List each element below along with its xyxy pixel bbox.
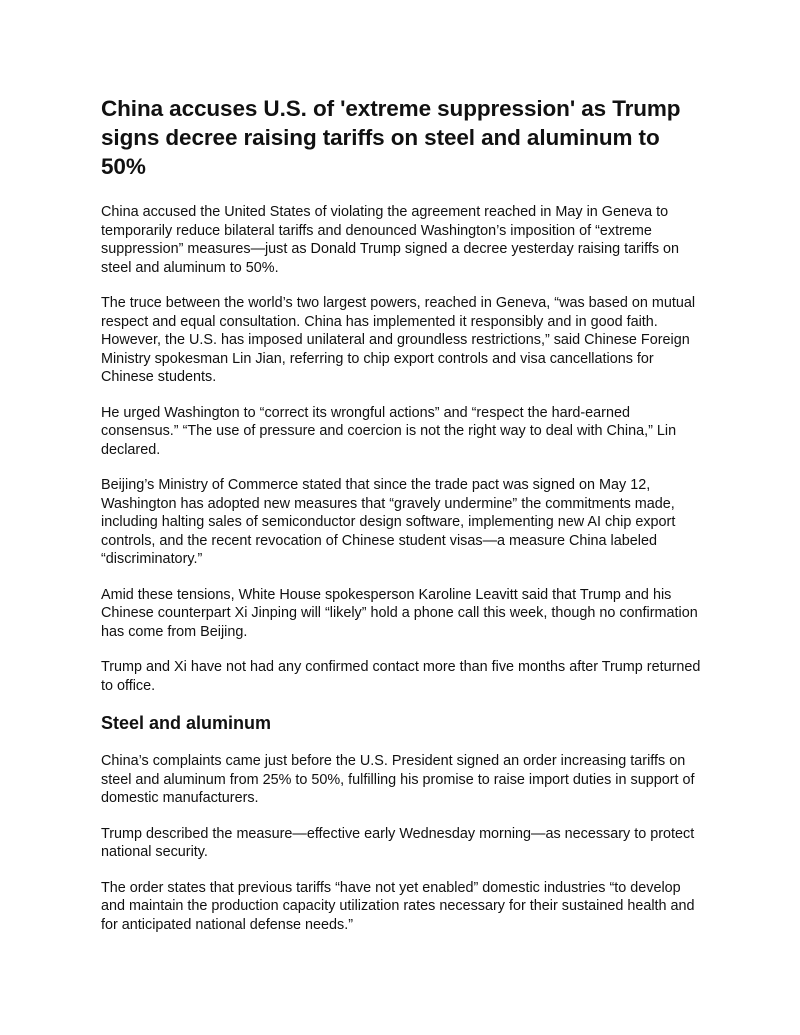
paragraph-geneva-agreement: China accused the United States of violating the agreement reached in May in Geneva to temporarily reduce bilateral tariffs and denounced Washington’s imposition of “extreme suppression” measures—just as Donald Trump signed a decree yesterday raising tariffs on steel and aluminum to 50%.	[101, 204, 680, 276]
paragraph-order-states: The order states that previous tariffs “have not yet enabled” domestic industries “to develop and maintain the production capacity utilization rates necessary for their sustained health and for anticipated national defense needs.”	[101, 879, 695, 933]
paragraph-complaints: China’s complaints came just before the U.S. President signed an order increasing tariffs on steel and aluminum from 25% to 50%, fulfilling his promise to raise import duties in support of domestic manufacturers.	[101, 753, 695, 806]
paragraph-truce: The truce between the world’s two largest powers, reached in Geneva, “was based on mutual respect and equal consultation. China has implemented it responsibly and in good faith. However, the U.S. has imposed unilateral and groundless restrictions,” said Chinese Foreign Ministry spokesman Lin Jian, referring to chip export controls and visa cancellations for Chinese students.	[101, 295, 696, 385]
paragraph-national-security: Trump described the measure—effective early Wednesday morning—as necessary to protect national security.	[101, 825, 695, 860]
paragraph-urged-washington: He urged Washington to “correct its wrongful actions” and “respect the hard-earned consensus.” “The use of pressure and coercion is not the right way to deal with China,” Lin declared.	[101, 404, 677, 458]
article-title: China accuses U.S. of 'extreme suppression' as Trump signs decree raising tariffs on steel and aluminum to 50%	[101, 96, 681, 179]
paragraph-ministry-commerce: Beijing’s Ministry of Commerce stated that since the trade pact was signed on May 12, Washington has adopted new measures that “gravely undermine” the commitments made, including halting sales of semiconductor design software, implementing new AI chip export controls, and the recent revocation of Chinese student visas—a measure China labeled “discriminatory.”	[101, 477, 676, 567]
paragraph-no-contact: Trump and Xi have not had any confirmed contact more than five months after Trump returned to office.	[101, 659, 701, 694]
section-heading-steel-aluminum: Steel and aluminum	[101, 713, 272, 733]
paragraph-phone-call: Amid these tensions, White House spokesperson Karoline Leavitt said that Trump and his Chinese counterpart Xi Jinping will “likely” hold a phone call this week, though no confirmation has come from Beijing.	[101, 586, 698, 640]
document-page	[101, 94, 701, 951]
